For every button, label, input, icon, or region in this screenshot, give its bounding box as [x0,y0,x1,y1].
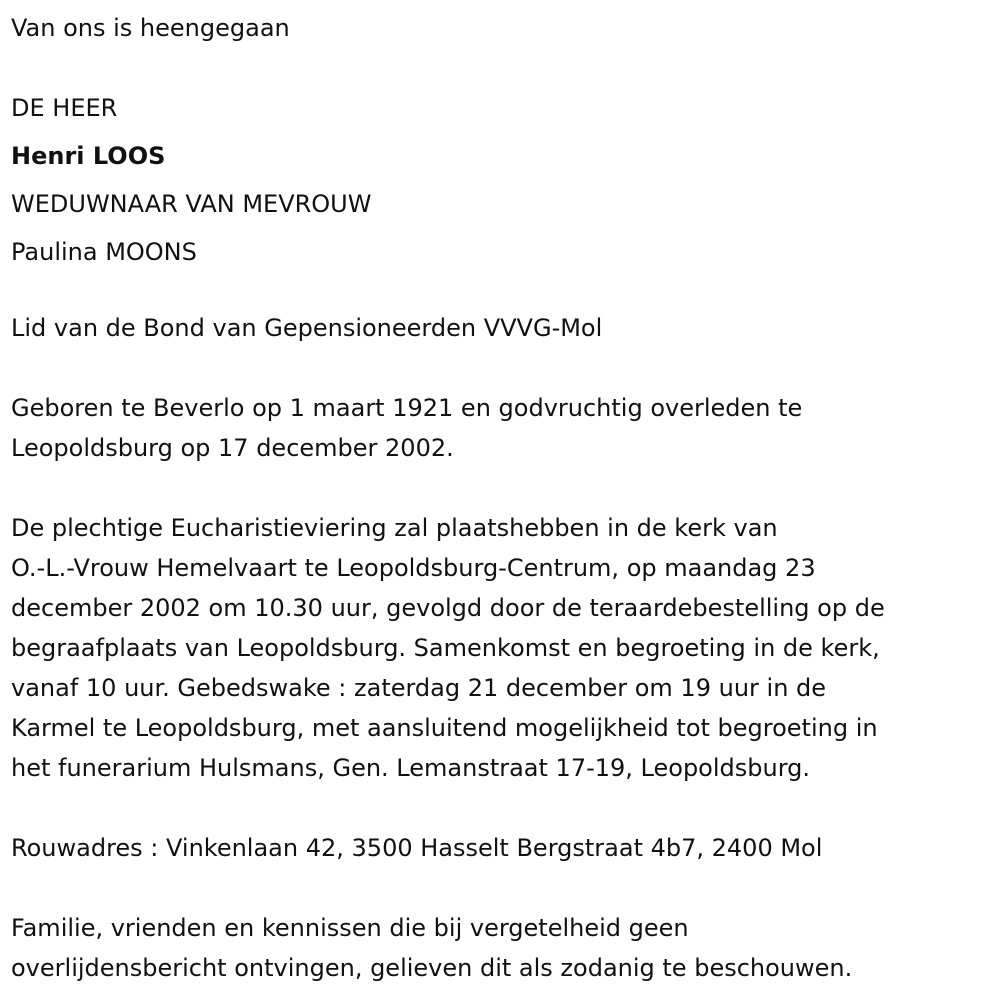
closing-text: Familie, vrienden en kennissen die bij vergetelheid geen overlijdensbericht ontvingen, gelieven dit als zodanig te beschouwen. [11,914,853,982]
intro-text: Van ons is heengegaan [11,14,290,42]
membership-text: Lid van de Bond van Gepensioneerden VVVG-Mol [11,314,603,342]
spacer [11,788,988,828]
deceased-name: Henri LOOS [11,142,166,170]
birth-death-text: Geboren te Beverlo op 1 maart 1921 en godvruchtig overleden te Leopoldsburg op 17 december 2002. [11,394,803,462]
spacer [11,276,988,308]
spacer [11,52,988,84]
spacer [11,348,988,388]
address-text: Rouwadres : Vinkenlaan 42, 3500 Hasselt Bergstraat 4b7, 2400 Mol [11,834,823,862]
spacer [11,468,988,508]
spacer [11,868,988,908]
relation-text: WEDUWNAAR VAN MEVROUW [11,190,372,218]
ceremony-text: De plechtige Eucharistieviering zal plaatshebben in de kerk van O.-L.-Vrouw Hemelvaart te Leopoldsburg-Centrum, op maandag 23 december 2002 om 10.30 uur, gevolgd door de teraardebestelling op de begraafplaats van Leopoldsburg. Samenkomst en begroeting in de kerk, vanaf 10 uur. Gebedswake : zaterdag 21 december om 19 uur in de Karmel te Leopoldsburg, met aansluitend mogelijkheid tot begroeting in het funerarium Hulsmans, Gen. Lemanstraat 17-19, Leopoldsburg. [11,514,885,782]
title-prefix: DE HEER [11,94,118,122]
spouse-name: Paulina MOONS [11,238,197,266]
